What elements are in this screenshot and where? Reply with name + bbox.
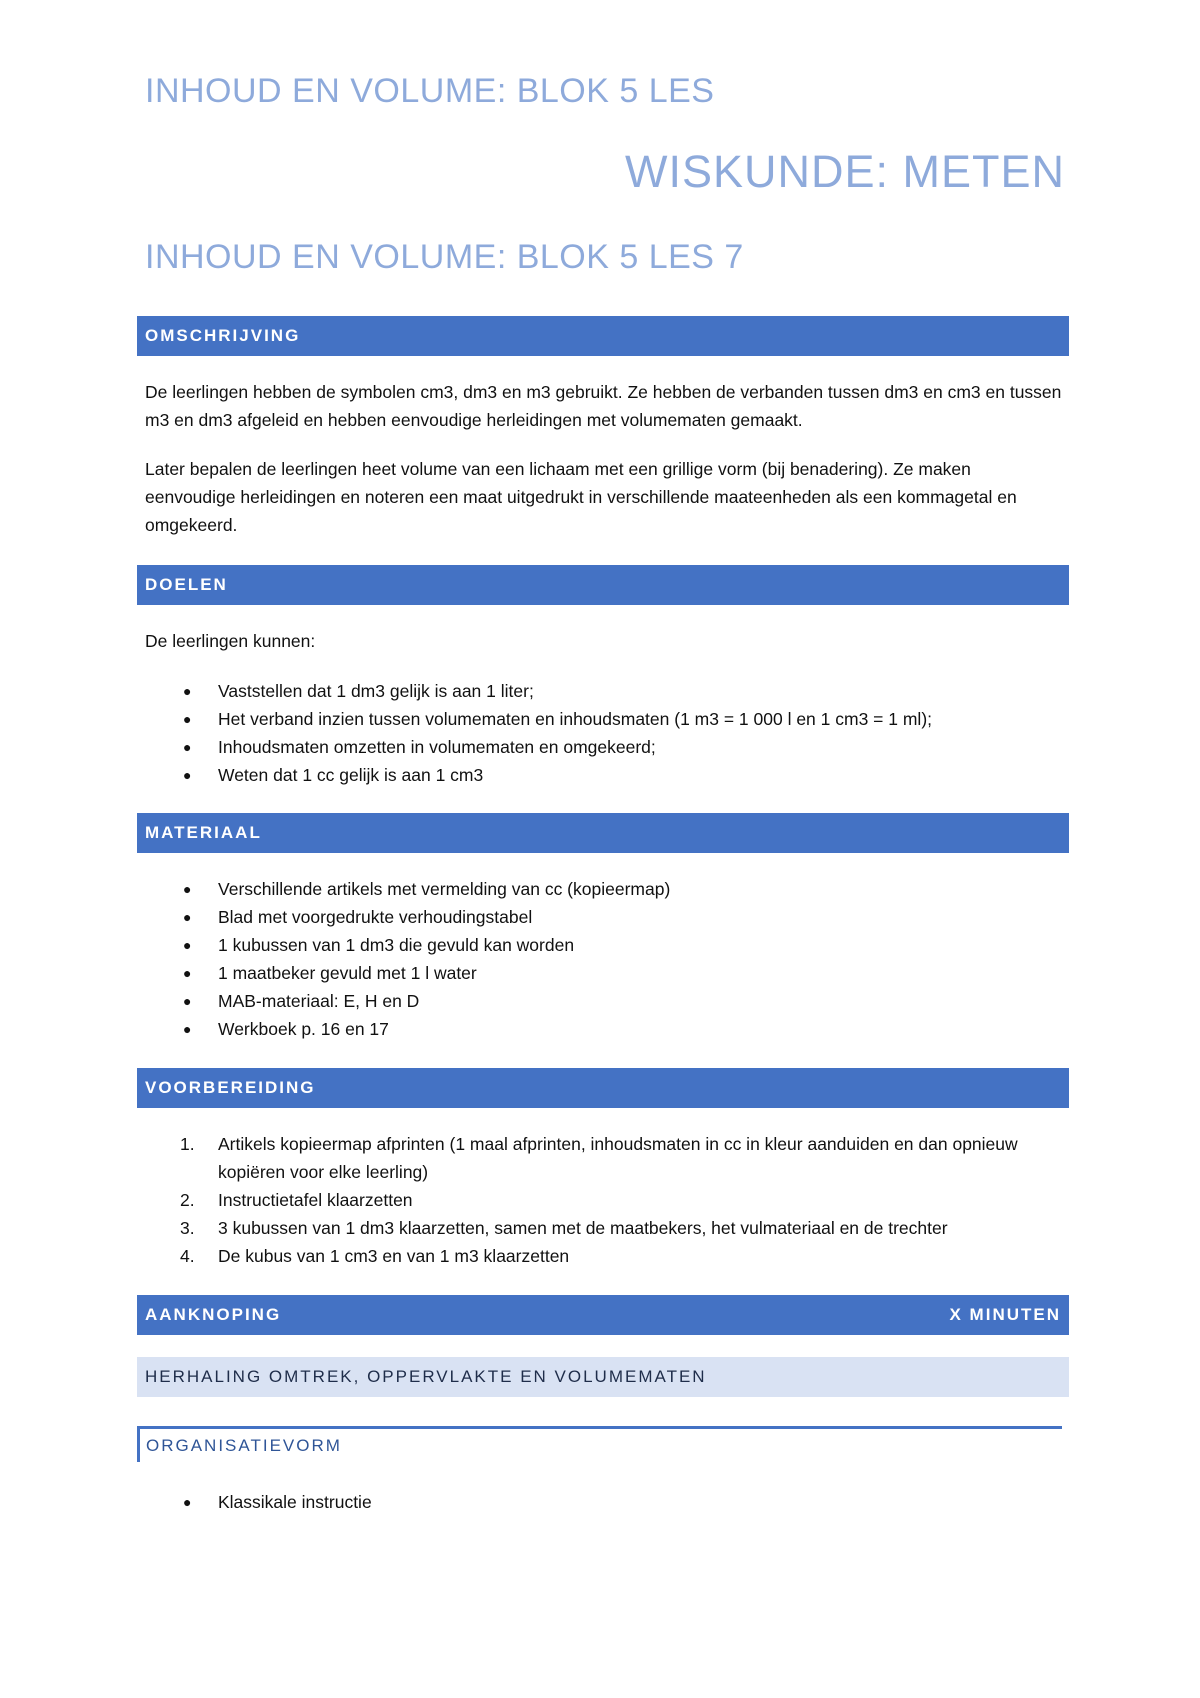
list-item: ● 1 maatbeker gevuld met 1 l water — [145, 959, 1065, 987]
list-item: ● Klassikale instructie — [145, 1488, 1065, 1516]
list-item: ● 1 kubussen van 1 dm3 die gevuld kan worden — [145, 931, 1065, 959]
section-header-doelen — [137, 565, 1069, 605]
description-paragraph: Later bepalen de leerlingen heet volume van een lichaam met een grillige vorm (bij benadering). Ze maken eenvoudige herleidingen en noteren een maat uitgedrukt in verschillende maateenheden als een kommagetal en omgekeerd. — [145, 459, 1017, 535]
section-heading: DOELEN — [145, 575, 228, 594]
bullet-icon: ● — [183, 937, 192, 953]
section-heading: VOORBEREIDING — [145, 1078, 316, 1097]
bullet-icon: ● — [183, 965, 192, 981]
list-item: ● Werkboek p. 16 en 17 — [145, 1015, 1065, 1043]
section-header-omschrijving — [137, 316, 1069, 356]
main-title: WISKUNDE: METEN — [624, 146, 1065, 197]
bullet-icon: ● — [183, 1494, 192, 1510]
section-heading: OMSCHRIJVING — [145, 326, 301, 345]
list-item: ● Het verband inzien tussen volumematen en inhoudsmaten (1 m3 = 1 000 l en 1 cm3 = 1 ml); — [145, 705, 1065, 733]
preparation-list — [145, 1130, 1065, 1270]
goals-list — [145, 677, 1065, 789]
bullet-icon: ● — [183, 993, 192, 1009]
bullet-icon: ● — [183, 711, 192, 727]
subsection-header: HERHALING OMTREK, OPPERVLAKTE EN VOLUMEMATEN — [137, 1357, 1069, 1397]
section-header-materiaal — [137, 813, 1069, 853]
organisation-header: ORGANISATIEVORM — [137, 1426, 1062, 1462]
materials-list — [145, 875, 1065, 1043]
section-heading: MATERIAAL — [145, 823, 262, 842]
list-item: ● Vaststellen dat 1 dm3 gelijk is aan 1 liter; — [145, 677, 1065, 705]
list-item: 4. De kubus van 1 cm3 en van 1 m3 klaarzetten — [180, 1246, 570, 1266]
list-item: ● Blad met voorgedrukte verhoudingstabel — [145, 903, 1065, 931]
lesson-subtitle: INHOUD EN VOLUME: BLOK 5 LES 7 — [145, 238, 744, 276]
bullet-icon: ● — [183, 739, 192, 755]
list-item: ● Inhoudsmaten omzetten in volumematen en omgekeerd; — [145, 733, 1065, 761]
list-item: ● Weten dat 1 cc gelijk is aan 1 cm3 — [145, 761, 1065, 789]
bullet-icon: ● — [183, 683, 192, 699]
section-header-aanknoping — [137, 1295, 1069, 1335]
section-duration: X MINUTEN — [949, 1305, 1061, 1324]
section-header-voorbereiding — [137, 1068, 1069, 1108]
bullet-icon: ● — [183, 881, 192, 897]
bullet-icon: ● — [183, 909, 192, 925]
list-item: 3. 3 kubussen van 1 dm3 klaarzetten, samen met de maatbekers, het vulmateriaal en de trechter — [180, 1218, 948, 1238]
list-item: ● MAB-materiaal: E, H en D — [145, 987, 1065, 1015]
top-title: INHOUD EN VOLUME: BLOK 5 LES — [145, 72, 715, 110]
list-item: ● Verschillende artikels met vermelding van cc (kopieermap) — [145, 875, 1065, 903]
list-item: 2. Instructietafel klaarzetten — [180, 1190, 413, 1210]
list-item: 1. Artikels kopieermap afprinten (1 maal afprinten, inhoudsmaten in cc in kleur aanduiden en dan opnieuw kopiëren voor elke leerling) — [180, 1134, 1018, 1182]
section-heading: AANKNOPING — [145, 1305, 282, 1324]
organisation-list — [145, 1488, 1065, 1516]
bullet-icon: ● — [183, 767, 192, 783]
description-paragraph: De leerlingen hebben de symbolen cm3, dm3 en m3 gebruikt. Ze hebben de verbanden tussen dm3 en cm3 en tussen m3 en dm3 afgeleid en hebben eenvoudige herleidingen met volumematen gemaakt. — [145, 382, 1062, 430]
bullet-icon: ● — [183, 1021, 192, 1037]
goals-intro: De leerlingen kunnen: — [145, 631, 316, 651]
